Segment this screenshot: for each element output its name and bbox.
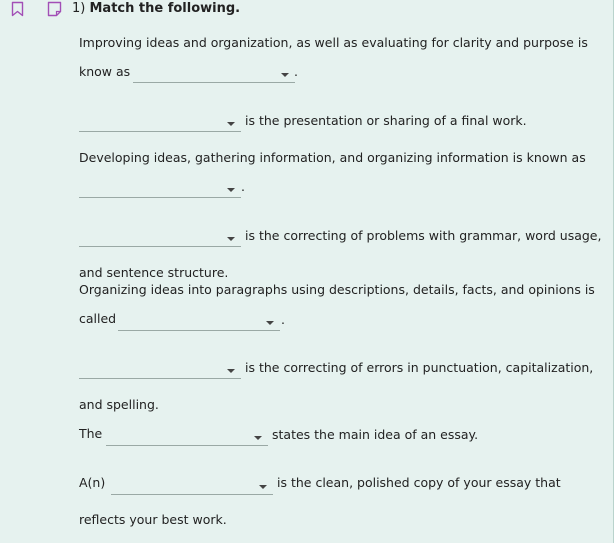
chevron-down-icon xyxy=(259,485,267,489)
answer-dropdown-7[interactable] xyxy=(106,428,268,446)
chevron-down-icon xyxy=(227,188,235,192)
question-number: 1) xyxy=(72,1,86,16)
chevron-down-icon xyxy=(227,122,235,126)
item-7-after: states the main idea of an essay. xyxy=(272,427,479,442)
chevron-down-icon xyxy=(254,436,262,440)
item-4-after-cont: and sentence structure. xyxy=(79,265,229,280)
answer-dropdown-4[interactable] xyxy=(79,229,241,247)
note-icon[interactable] xyxy=(47,1,62,17)
bookmark-flag-icon[interactable] xyxy=(11,1,24,17)
answer-dropdown-8[interactable] xyxy=(111,477,273,495)
chevron-down-icon xyxy=(227,369,235,373)
item-7-lead: The xyxy=(79,426,103,441)
answer-dropdown-5[interactable] xyxy=(118,313,280,331)
item-1-lead: know as xyxy=(79,64,131,79)
item-3-after: . xyxy=(241,179,245,194)
item-8-after-cont: reflects your best work. xyxy=(79,512,227,527)
chevron-down-icon xyxy=(266,321,274,325)
item-3-text: Developing ideas, gathering information, and organizing information is known as xyxy=(79,150,586,165)
item-5-after: . xyxy=(281,312,285,327)
chevron-down-icon xyxy=(281,73,289,77)
item-8-lead: A(n) xyxy=(79,475,106,490)
item-1-after: . xyxy=(294,64,298,79)
item-5-lead: called xyxy=(79,311,117,326)
item-1-text: Improving ideas and organization, as well as evaluating for clarity and purpose is xyxy=(79,35,588,50)
item-2-after: is the presentation or sharing of a final work. xyxy=(245,113,527,128)
item-8-after: is the clean, polished copy of your essay that xyxy=(277,475,561,490)
answer-dropdown-3[interactable] xyxy=(79,180,241,198)
item-6-after-cont: and spelling. xyxy=(79,397,159,412)
item-6-after: is the correcting of errors in punctuation, capitalization, xyxy=(245,360,594,375)
chevron-down-icon xyxy=(227,237,235,241)
answer-dropdown-1[interactable] xyxy=(133,65,295,83)
question-header xyxy=(72,1,240,17)
answer-dropdown-2[interactable] xyxy=(79,114,241,132)
question-title: Match the following. xyxy=(89,1,241,16)
item-5-text: Organizing ideas into paragraphs using descriptions, details, facts, and opinions is xyxy=(79,282,595,297)
item-4-after: is the correcting of problems with grammar, word usage, xyxy=(245,228,602,243)
answer-dropdown-6[interactable] xyxy=(79,361,241,379)
